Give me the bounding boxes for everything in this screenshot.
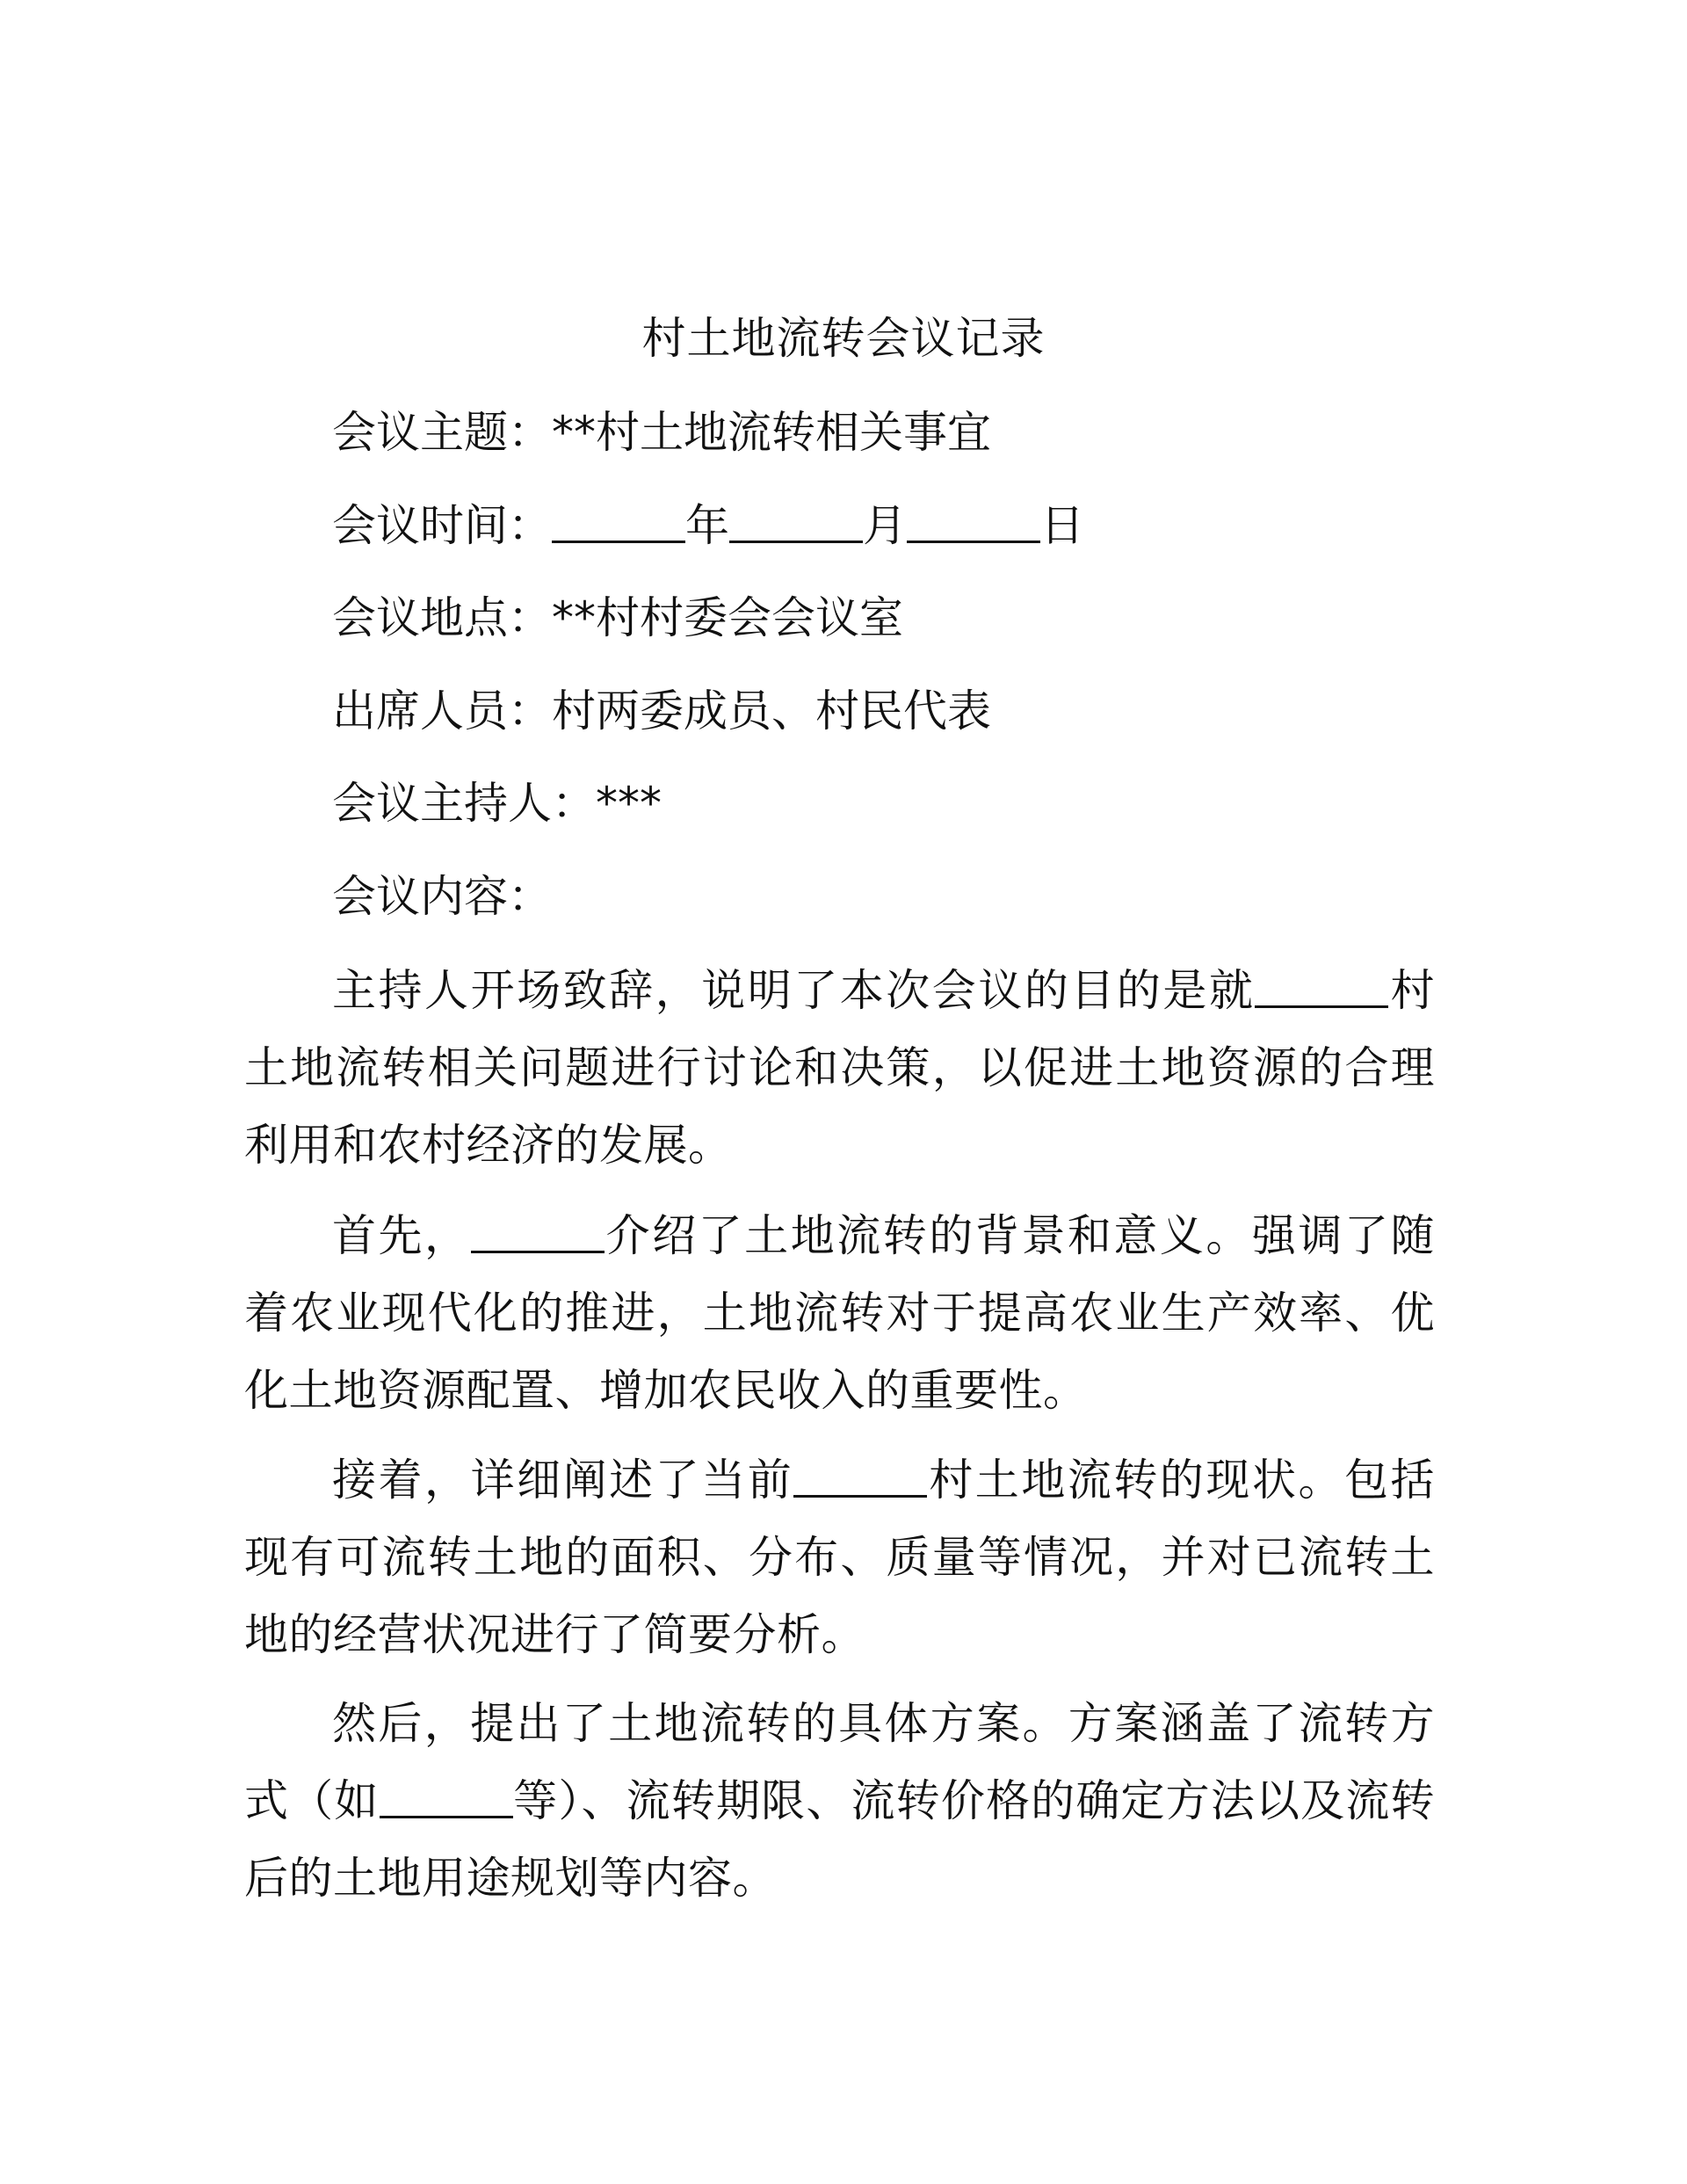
paragraph-background-part1: 首先， [332,1210,471,1261]
document-title: 村土地流转会议记录 [641,313,1046,364]
transfer-method-blank [380,1776,513,1818]
paragraph-status-part1: 接着，详细阐述了当前 [332,1455,794,1506]
year-blank [552,501,685,543]
paragraph-status-part2: 村土地流转的现状。包括现有可流转土地的面积、分布、质量等情况，并对已流转土地的经营状况进行了简要分析。 [244,1455,1436,1660]
meeting-location: 会议地点：**村村委会会议室 [332,592,903,643]
presenter-blank [471,1211,605,1253]
year-label: 年 [685,500,729,551]
meeting-topic: 会议主题：**村土地流转相关事宜 [332,407,991,458]
meeting-host: 会议主持人：*** [332,778,662,829]
paragraph-opening [244,952,1435,1184]
paragraph-plan-part2: 等）、流转期限、流转价格的确定方法以及流转后的土地用途规划等内容。 [244,1775,1435,1904]
month-blank [729,501,863,543]
month-label: 月 [863,500,907,551]
day-blank [907,501,1040,543]
meeting-content-label: 会议内容： [332,871,552,922]
paragraph-background-part2: 介绍了土地流转的背景和意义。强调了随着农业现代化的推进，土地流转对于提高农业生产效率、优化土地资源配置、增加农民收入的重要性。 [244,1210,1436,1416]
meeting-time [332,495,1474,556]
village-name-blank [793,1455,927,1498]
paragraph-background [244,1197,1435,1429]
meeting-time-label: 会议时间： [332,500,552,551]
paragraph-opening-part1: 主持人开场致辞，说明了本次会议的目的是就 [332,965,1256,1016]
paragraph-plan-part1: 然后，提出了土地流转的具体方案。方案涵盖了流转方式（如 [244,1698,1435,1826]
paragraph-plan [244,1685,1435,1917]
village-blank [1255,966,1388,1008]
day-label: 日 [1040,500,1084,551]
paragraph-opening-part2: 村土地流转相关问题进行讨论和决策，以促进土地资源的合理利用和农村经济的发展。 [244,965,1436,1171]
paragraph-status [244,1441,1435,1673]
meeting-attendees: 出席人员：村两委成员、村民代表 [332,686,991,736]
